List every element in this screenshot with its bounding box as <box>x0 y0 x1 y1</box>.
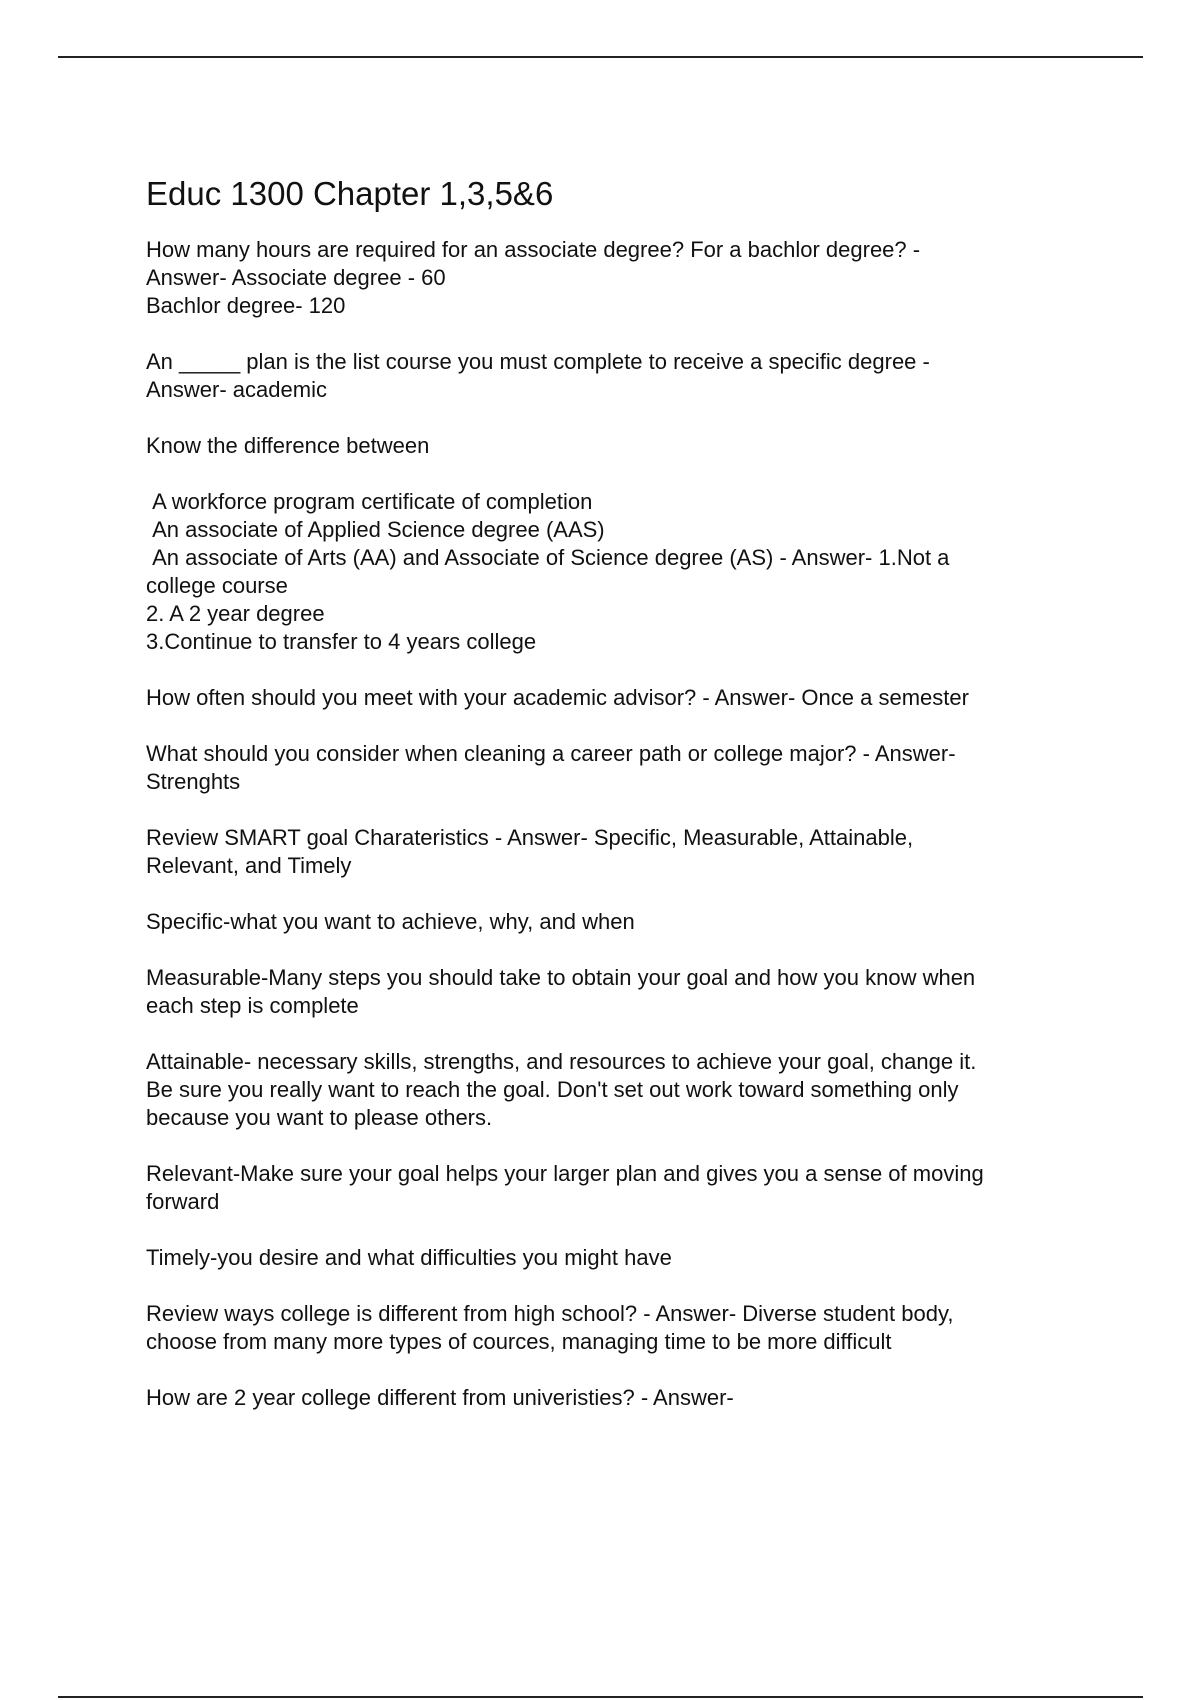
text-line: Relevant-Make sure your goal helps your larger plan and gives you a sense of moving <box>146 1161 984 1186</box>
text-line: What should you consider when cleaning a career path or college major? - Answer- <box>146 741 956 766</box>
qa-paragraph <box>146 1048 1076 1132</box>
text-line: Measurable-Many steps you should take to obtain your goal and how you know when <box>146 965 976 990</box>
text-line: An associate of Arts (AA) and Associate of Science degree (AS) - Answer- 1.Not a <box>146 545 950 570</box>
text-line: Timely-you desire and what difficulties you might have <box>146 1245 672 1270</box>
qa-paragraph <box>146 1384 1076 1412</box>
text-line: An _____ plan is the list course you must complete to receive a specific degree - <box>146 349 930 374</box>
text-line: How many hours are required for an associate degree? For a bachlor degree? - <box>146 237 921 262</box>
text-line: Know the difference between <box>146 433 430 458</box>
text-line: How are 2 year college different from univeristies? - Answer- <box>146 1385 734 1410</box>
text-line: Specific-what you want to achieve, why, and when <box>146 909 635 934</box>
text-line: Answer- Associate degree - 60 <box>146 265 446 290</box>
text-line: Be sure you really want to reach the goal. Don't set out work toward something only <box>146 1077 959 1102</box>
text-line: 3.Continue to transfer to 4 years college <box>146 629 537 654</box>
text-line: Answer- academic <box>146 377 327 402</box>
text-line: because you want to please others. <box>146 1105 493 1130</box>
bottom-divider <box>58 1696 1143 1698</box>
qa-paragraph <box>146 1160 1076 1216</box>
top-divider <box>58 56 1143 58</box>
qa-paragraph <box>146 684 1076 712</box>
qa-paragraph <box>146 964 1076 1020</box>
text-line: 2. A 2 year degree <box>146 601 325 626</box>
text-line: Relevant, and Timely <box>146 853 352 878</box>
text-line: college course <box>146 573 288 598</box>
qa-paragraph <box>146 740 1076 796</box>
qa-paragraph <box>146 1244 1076 1272</box>
text-line: Review SMART goal Charateristics - Answer- Specific, Measurable, Attainable, <box>146 825 914 850</box>
text-line: Strenghts <box>146 769 241 794</box>
qa-paragraph <box>146 236 1076 320</box>
text-line: Attainable- necessary skills, strengths, and resources to achieve your goal, change it. <box>146 1049 977 1074</box>
qa-paragraph <box>146 1300 1076 1356</box>
document-body <box>146 172 1076 1440</box>
text-line: How often should you meet with your academic advisor? - Answer- Once a semester <box>146 685 969 710</box>
qa-paragraph <box>146 488 1076 656</box>
text-line: A workforce program certificate of completion <box>146 489 593 514</box>
text-line: choose from many more types of cources, managing time to be more difficult <box>146 1329 892 1354</box>
text-line: Review ways college is different from high school? - Answer- Diverse student body, <box>146 1301 954 1326</box>
text-line: An associate of Applied Science degree (AAS) <box>146 517 605 542</box>
qa-paragraph <box>146 824 1076 880</box>
qa-paragraph <box>146 908 1076 936</box>
text-line: forward <box>146 1189 220 1214</box>
paragraph-list <box>146 236 1076 1412</box>
text-line: Bachlor degree- 120 <box>146 293 346 318</box>
document-title: Educ 1300 Chapter 1,3,5&6 <box>146 175 554 212</box>
qa-paragraph <box>146 348 1076 404</box>
text-line: each step is complete <box>146 993 359 1018</box>
qa-paragraph <box>146 432 1076 460</box>
